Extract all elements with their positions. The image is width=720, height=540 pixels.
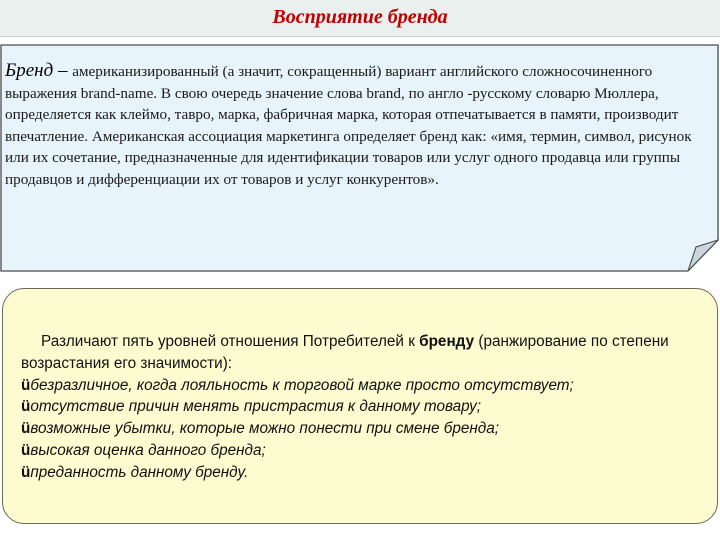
levels-intro: Различают пять уровней отношения Потребителей к бренду (ранжирование по степени возрастания его значимости): (21, 333, 669, 372)
check-icon: ü (21, 398, 31, 416)
definition-text (5, 60, 717, 190)
levels-text (21, 331, 711, 484)
definition-body: американизированный (а значит, сокращенный) вариант английского сложносочиненного выражения brand-name. В свою очередь значение слова brand, по англо -русскому словарю Мюллера, определяется как клеймо, тавро, марка, фабричная марка, которая отпечатывается в памяти, производит впечатление. Американская ассоциация маркетинга определяет бренд как: «имя, термин, символ, рисунок или их сочетание, предназначенные для идентификации товаров или услуг одного продавца или группы продавцов и дифференциации их от товаров и услуг конкурентов». (5, 63, 692, 188)
check-icon: ü (21, 463, 31, 481)
level-item: üбезразличное, когда лояльность к торговой марке просто отсутствует; (21, 376, 574, 394)
levels-intro-brand: бренду (419, 333, 475, 350)
level-item: üвозможные убытки, которые можно понести при смене бренда; (21, 420, 499, 438)
check-icon: ü (21, 376, 31, 394)
levels-card (2, 288, 718, 524)
check-icon: ü (21, 441, 31, 459)
level-item: üпреданность данному бренду. (21, 463, 249, 481)
level-item: üотсутствие причин менять пристрастия к данному товару; (21, 398, 482, 416)
definition-dash: – (53, 60, 73, 81)
check-icon: ü (21, 420, 31, 438)
title-bar (0, 0, 720, 37)
definition-card (0, 44, 720, 272)
level-item: üвысокая оценка данного бренда; (21, 441, 266, 459)
definition-term: Бренд (5, 60, 54, 81)
slide-title: Восприятие бренда (272, 6, 448, 28)
